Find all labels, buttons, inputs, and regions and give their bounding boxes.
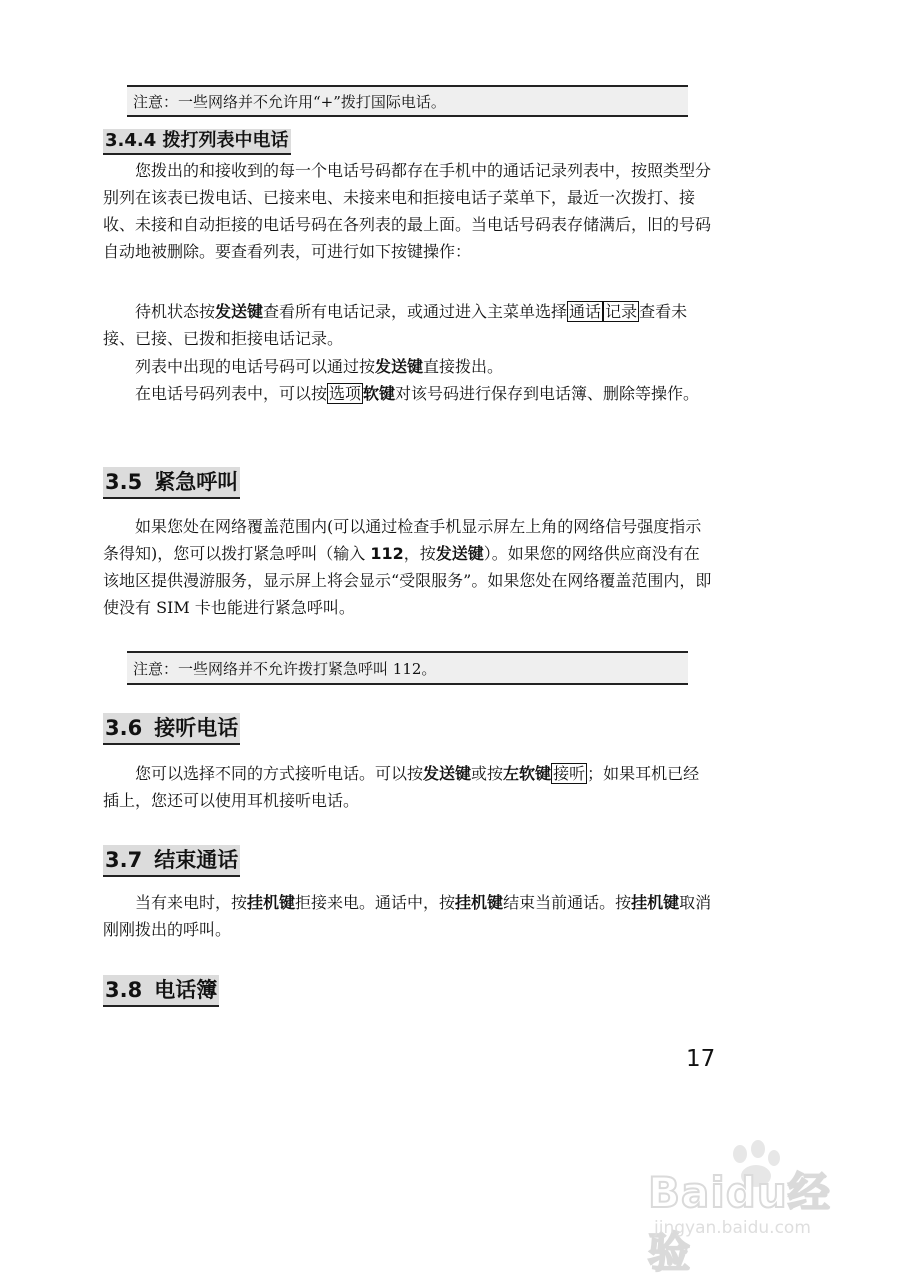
watermark-url: jingyan.baidu.com [654, 1218, 811, 1238]
paragraph-dial-from-list: 列表中出现的电话号码可以通过按发送键直接拨出。 [135, 357, 504, 376]
section-heading-3-4-4: 3.4.4 拨打列表中电话 [103, 129, 291, 155]
options-box: 选项 [329, 384, 362, 403]
send-key-label: 发送键 [435, 544, 484, 563]
end-key-label: 挂机键 [631, 893, 680, 912]
page-number: 17 [686, 1046, 716, 1072]
answer-box: 接听 [553, 764, 586, 783]
send-key-label: 发送键 [375, 357, 424, 376]
baidu-watermark [640, 1140, 860, 1277]
paragraph-call-log-intro: 您拨出的和接收到的每一个电话号码都存在手机中的通话记录列表中，按照类型分别列在该表已拨电话、已接来电、未接来电和拒接电话子菜单下，最近一次拨打、接收、未接和自动拒接的电话号码在各列表的最上面。当电话号码表存储满后，旧的号码自动地被删除。要查看列表，可进行如下按键操作： [103, 161, 712, 261]
paragraph-emergency-call: 如果您处在网络覆盖范围内(可以通过检查手机显示屏左上角的网络信号强度指示条得知)，您可以拨打紧急呼叫（输入 112，按发送键）。如果您的网络供应商没有在该地区提供漫游服务，显示屏上将会显示“受限服务”。如果您处在网络覆盖范围内，即使没有 SIM 卡也能进行紧急呼叫。 [103, 517, 712, 617]
left-softkey-label: 左软键 [503, 764, 552, 783]
paragraph-answer-call: 您可以选择不同的方式接听电话。可以按发送键或按左软键 接听 ；如果耳机已经插上，您还可以使用耳机接听电话。 [103, 764, 700, 810]
section-heading-3-5: 3.5 紧急呼叫 [103, 467, 240, 499]
softkey-label: 软键 [363, 384, 396, 403]
section-heading-3-6: 3.6 接听电话 [103, 713, 240, 745]
note-text: 注意：一些网络并不允许用“+”拨打国际电话。 [133, 93, 446, 111]
section-heading-3-7: 3.7 结束通话 [103, 845, 240, 877]
menu-item-box: 通话 [569, 302, 602, 321]
paragraph-view-records: 待机状态按发送键查看所有电话记录，或通过进入主菜单选择 通话 记录 查看未接、已接、已拨和拒接电话记录。 [103, 302, 688, 348]
end-key-label: 挂机键 [455, 893, 504, 912]
paragraph-options-softkey: 在电话号码列表中，可以按 选项 软键对该号码进行保存到电话簿、删除等操作。 [135, 384, 700, 403]
watermark-logo: Baidu经验 [648, 1168, 831, 1277]
end-key-label: 挂机键 [247, 893, 296, 912]
section-heading-3-8: 3.8 电话簿 [103, 975, 219, 1007]
emergency-number: 112 [370, 544, 404, 563]
send-key-label: 发送键 [423, 764, 472, 783]
note-text: 注意：一些网络并不允许拨打紧急呼叫 112。 [133, 660, 437, 678]
send-key-label: 发送键 [215, 302, 264, 321]
menu-item-box: 记录 [605, 302, 638, 321]
note-emergency-call [127, 651, 688, 685]
note-international-call [127, 85, 688, 117]
paragraph-end-call: 当有来电时，按挂机键拒接来电。通话中，按挂机键结束当前通话。按挂机键取消刚刚拨出的呼叫。 [103, 893, 712, 939]
